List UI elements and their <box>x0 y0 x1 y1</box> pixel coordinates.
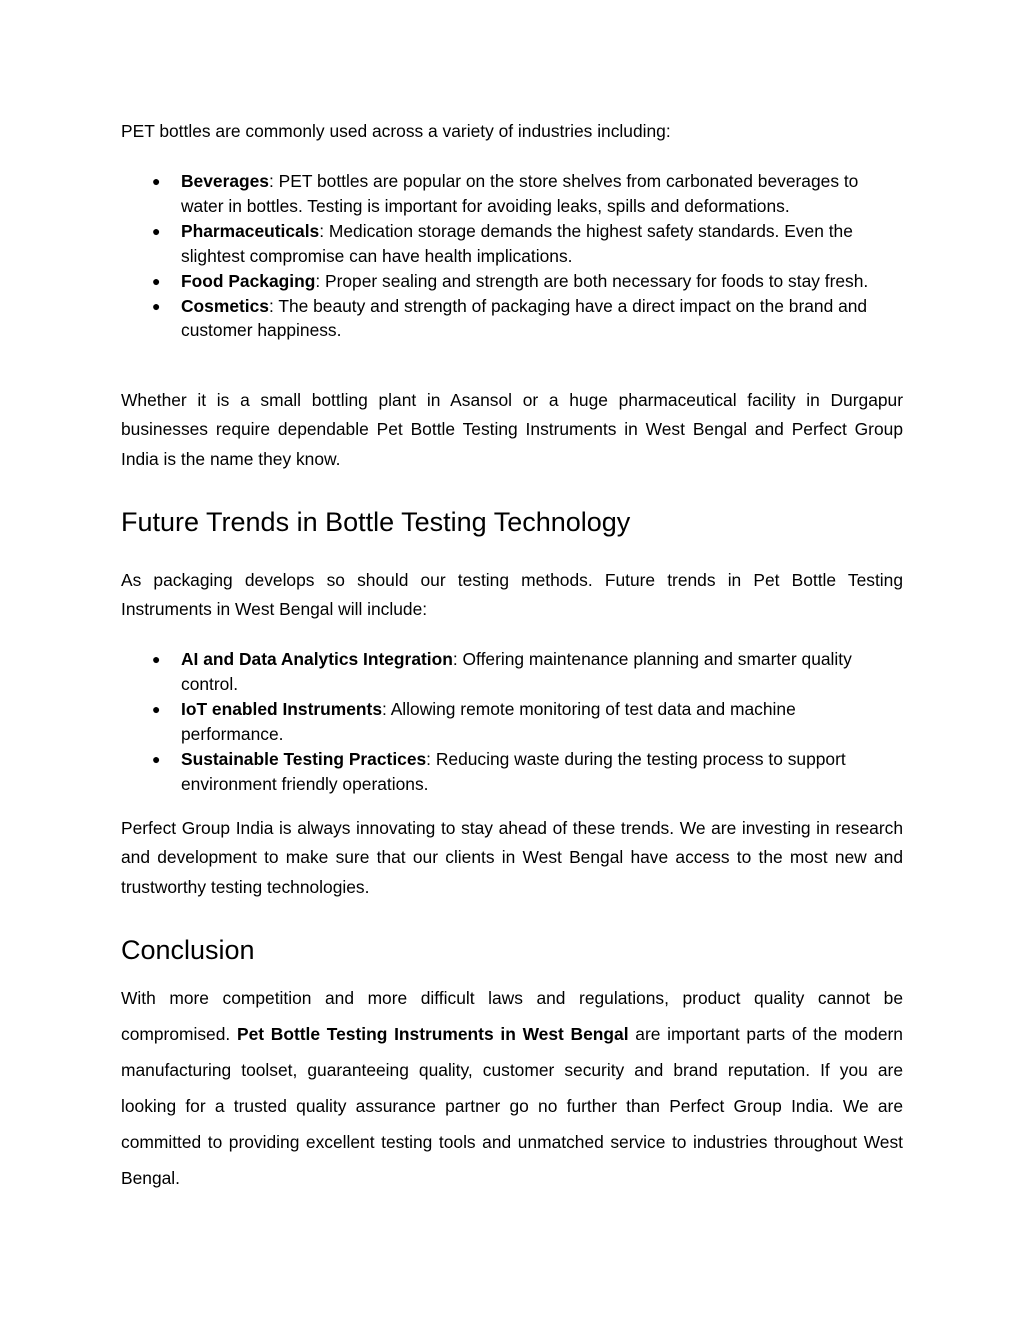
list-item-text: : PET bottles are popular on the store shelves from carbonated beverages to water in bottles. Testing is important for avoiding leaks, spills and deformations. <box>181 171 859 216</box>
list-item-text: : Reducing waste during the testing process to support environment friendly operations. <box>181 748 846 794</box>
bullet-icon: ● <box>152 750 161 767</box>
list-item-text: : Medication storage demands the highest safety standards. Even the slightest compromise can have health implications. <box>181 220 853 266</box>
list-item <box>121 219 903 269</box>
bullet-icon: ● <box>152 173 161 189</box>
list-item-term: Sustainable Testing Practices <box>181 748 427 769</box>
list-item <box>121 647 903 697</box>
list-item-text: : The beauty and strength of packaging have a direct impact on the brand and customer happiness. <box>181 295 868 341</box>
section-heading-conclusion: Conclusion <box>121 935 255 965</box>
list-item-text: : Proper sealing and strength are both necessary for foods to stay fresh. <box>315 270 869 291</box>
industries-paragraph: Whether it is a small bottling plant in Asansol or a huge pharmaceutical facility in Durgapur businesses require dependable Pet Bottle Testing Instruments in West Bengal and Perfect Group India is the name they know. <box>121 390 903 469</box>
list-item <box>121 294 903 344</box>
section-heading-trends: Future Trends in Bottle Testing Technology <box>121 507 631 537</box>
list-item-term: AI and Data Analytics Integration <box>181 649 453 669</box>
bullet-icon: ● <box>152 651 161 667</box>
list-item-term: Pharmaceuticals <box>181 220 320 241</box>
list-item-term: Cosmetics <box>181 295 269 316</box>
list-item <box>121 269 903 294</box>
list-item-term: IoT enabled Instruments <box>181 698 382 719</box>
list-item-term: Beverages <box>181 171 269 191</box>
industries-list <box>121 169 903 343</box>
intro-paragraph: PET bottles are commonly used across a variety of industries including: <box>121 121 671 141</box>
conclusion-text-end: are important parts of the modern manufacturing toolset, guaranteeing quality, customer security and brand reputation. If you are looking for a trusted quality assurance partner go no further than Perfect Group India. We are committed to providing excellent testing tools and unmatched service to industries throughout West Bengal. <box>121 1024 903 1188</box>
trends-list <box>121 647 903 796</box>
conclusion-paragraph <box>121 980 903 1196</box>
list-item-term: Food Packaging <box>181 270 316 291</box>
trends-paragraph: Perfect Group India is always innovating to stay ahead of these trends. We are investing in research and development to make sure that our clients in West Bengal have access to the most new and trustworthy testing technologies. <box>121 818 903 897</box>
list-item-text: : Offering maintenance planning and smarter quality control. <box>181 649 852 694</box>
bullet-icon: ● <box>152 272 161 289</box>
list-item <box>121 747 903 797</box>
conclusion-keyword: Pet Bottle Testing Instruments in West Bengal <box>236 1024 629 1044</box>
list-item <box>121 697 903 747</box>
bullet-icon: ● <box>152 700 161 717</box>
bullet-icon: ● <box>152 222 161 239</box>
bullet-icon: ● <box>152 297 161 314</box>
trends-intro-paragraph: As packaging develops so should our testing methods. Future trends in Pet Bottle Testing Instruments in West Bengal will include: <box>121 570 903 620</box>
conclusion-text-start: With more competition and more difficult laws and regulations, product quality cannot be compromised. <box>121 988 903 1044</box>
list-item <box>121 169 903 219</box>
list-item-text: : Allowing remote monitoring of test data and machine performance. <box>181 698 796 744</box>
